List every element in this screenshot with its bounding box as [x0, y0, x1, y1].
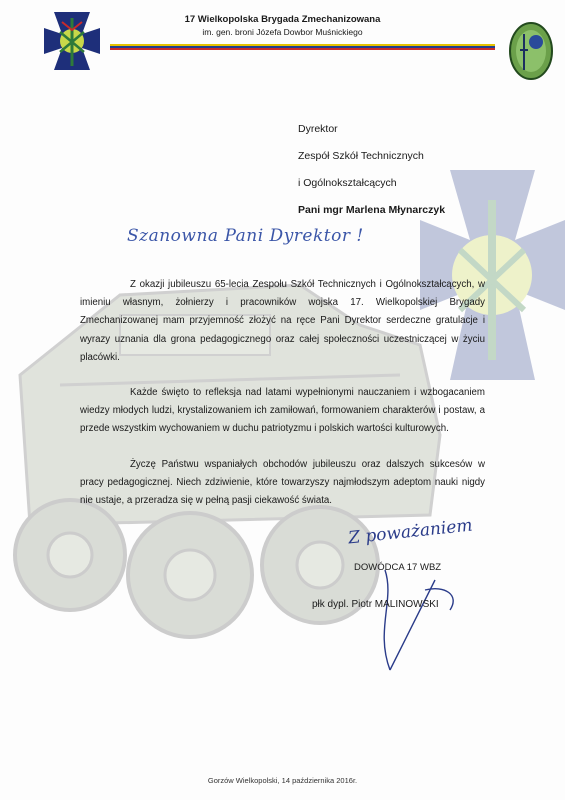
- signatory-rank: DOWÓDCA 17 WBZ: [354, 562, 442, 573]
- addressee-line-2: Zespół Szkół Technicznych: [298, 150, 424, 162]
- header-stripe-red: [110, 48, 495, 50]
- place-date: Gorzów Wielkopolski, 14 października 2016r.: [207, 776, 358, 785]
- signatory-name: płk dypl. Piotr MALINOWSKI: [312, 599, 439, 610]
- brigade-name: 17 Wielkopolska Brygada Zmechanizowana: [184, 14, 381, 25]
- handwritten-regards: Z poważaniem: [347, 515, 474, 549]
- handwritten-salutation: Szanowna Pani Dyrektor !: [127, 226, 364, 246]
- addressee-name: Pani mgr Marlena Młynarczyk: [298, 204, 446, 216]
- body-paragraph-3: Życzę Państwu wspaniałych obchodów jubileuszu oraz dalszych sukcesów w pracy pedagogicznej. Niech zdziwienie, które towarzyszy najmłodszym adeptom nauki nigdy nie ustaje, a przeradza się w pełną pasji ciekawość świata.: [80, 459, 485, 507]
- addressee-line-3: i Ogólnokształcących: [298, 177, 397, 189]
- brigade-patron: im. gen. broni Józefa Dowbor Muśnickiego: [202, 27, 363, 37]
- addressee-line-1: Dyrektor: [298, 123, 338, 135]
- body-paragraph-1: Z okazji jubileuszu 65-lecia Zespołu Szkół Technicznych i Ogólnokształcących, w imieniu własnym, żołnierzy i pracowników wojska 17. Wielkopolskiej Brygady Zmechanizowanej mam przyjemność złożyć na ręce Pani Dyrektor serdeczne gratulacje i wyrazy uznania dla grona pedagogicznego oraz całej społeczności uczestniczącej w życiu placówki.: [80, 279, 485, 363]
- body-paragraph-2: Każde święto to refleksja nad latami wypełnionymi nauczaniem i wzbogacaniem wiedzy młodych ludzi, krystalizowaniem ich zamiłowań, formowaniem charakterów i postaw, a przede wszystkim wychowaniem w duchu patriotyzmu i polskich wartości kulturowych.: [80, 387, 485, 435]
- signature-mark: [365, 560, 475, 680]
